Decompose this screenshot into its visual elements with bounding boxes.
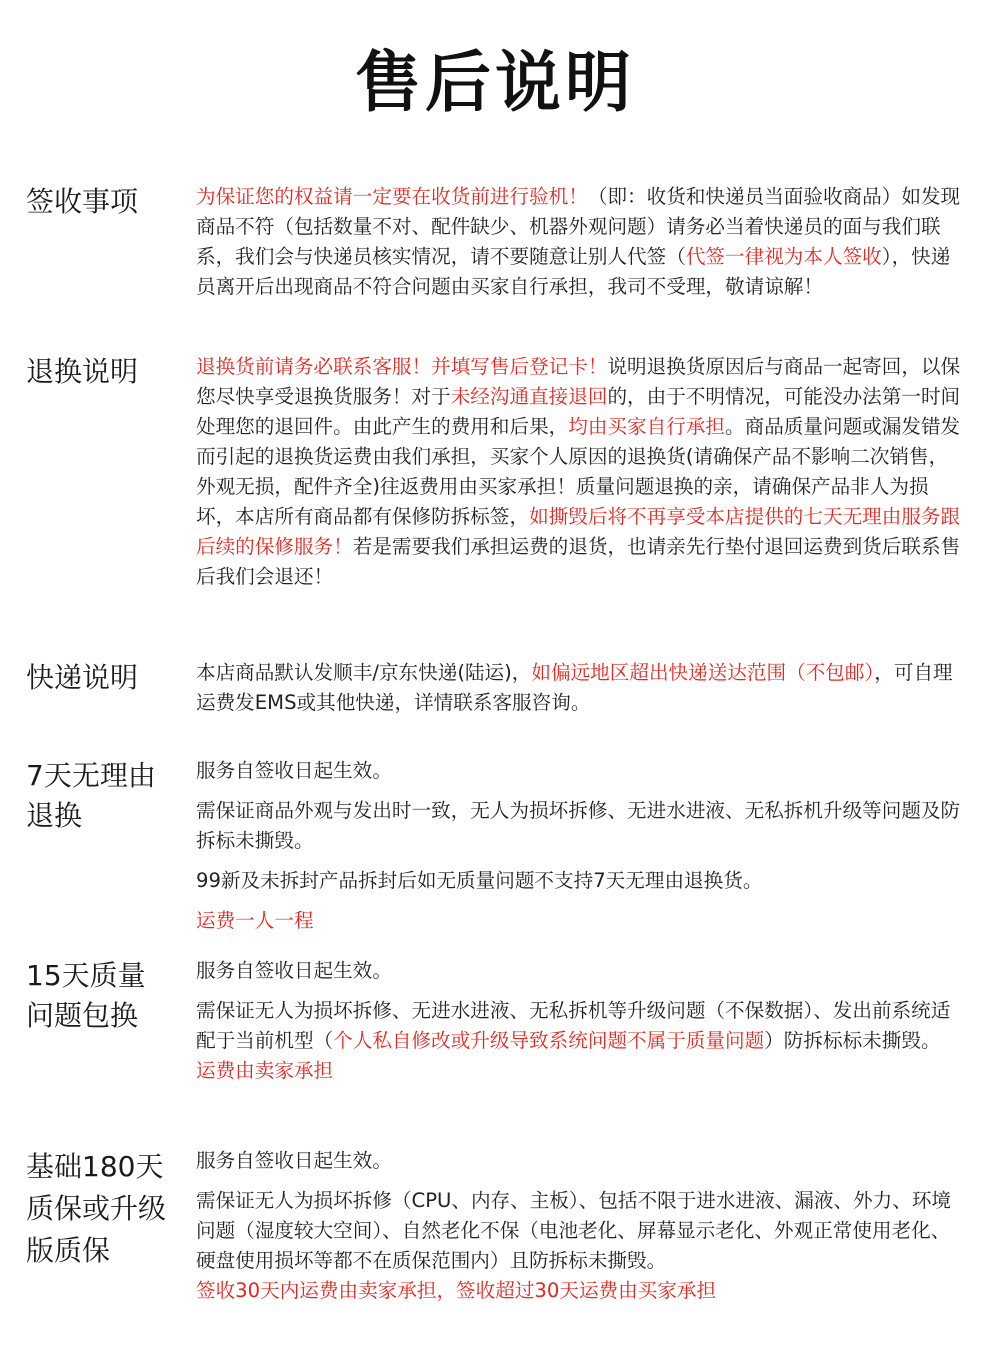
highlight-text: 代签一律视为本人签收 <box>685 245 882 268</box>
body-text: 服务自签收日起生效。 <box>196 1149 392 1172</box>
section-body <box>196 658 966 718</box>
section-body <box>196 182 966 302</box>
body-text: ），快递员离开后出现商品不符合问题由买家自行承担，我司不受理，敬请谅解！ <box>196 245 951 298</box>
paragraph <box>196 1276 966 1306</box>
body-text: 99新及未拆封产品拆封后如无质量问题不支持7天无理由退换货。 <box>196 869 763 892</box>
body-text: （即：收货和快递员当面验收商品）如发现商品不符（包括数量不对、配件缺少、机器外观问题）请务必当着快递员的面与我们联系，我们会与快递员核实情况，请不要随意让别人代签（ <box>196 185 961 268</box>
section-title: 基础180天质保或升级版质保 <box>26 1150 167 1267</box>
paragraph <box>196 796 966 856</box>
paragraph <box>196 956 966 986</box>
body-text: 的，由于不明情况，可能没办法第一时间处理您的退回件。由此产生的费用和后果， <box>196 385 961 438</box>
highlight-text: 签收30天内运费由卖家承担，签收超过30天运费由买家承担 <box>196 1279 717 1302</box>
highlight-text: 退换货前请务必联系客服！并填写售后登记卡！ <box>196 355 608 378</box>
section-title: 签收事项 <box>26 185 139 218</box>
body-text: 本店商品默认发顺丰/京东快递(陆运)， <box>196 661 532 684</box>
section-title: 7天无理由退换 <box>26 759 156 832</box>
paragraph <box>196 1146 966 1176</box>
body-text: 若是需要我们承担运费的退货，也请亲先行垫付退回运费到货后联系售后我们会退还！ <box>196 535 961 588</box>
highlight-text: 运费一人一程 <box>196 909 314 932</box>
highlight-text: 均由买家自行承担 <box>568 415 726 438</box>
section-title: 15天质量问题包换 <box>26 959 146 1032</box>
highlight-text: 如偏远地区超出快递送达范围（不包邮） <box>531 661 875 684</box>
highlight-text: 未经沟通直接退回 <box>450 385 608 408</box>
section-title: 快递说明 <box>26 661 139 694</box>
section-title: 退换说明 <box>26 355 139 388</box>
body-text: ，可自理运费发EMS或其他快递，详情联系客服咨询。 <box>196 661 953 714</box>
body-text: 服务自签收日起生效。 <box>196 759 392 782</box>
paragraph <box>196 182 966 302</box>
body-text: 服务自签收日起生效。 <box>196 959 392 982</box>
paragraph <box>196 1056 966 1086</box>
highlight-text: 个人私自修改或升级导致系统问题不属于质量问题 <box>333 1029 765 1052</box>
section-body <box>196 352 966 592</box>
paragraph <box>196 1186 966 1276</box>
body-text: 需保证无人为损坏拆修、无进水进液、无私拆机等升级问题（不保数据）、发出前系统适配于当前机型（ <box>196 999 951 1052</box>
body-text: 。商品质量问题或漏发错发而引起的退换货运费由我们承担，买家个人原因的退换货(请确保产品不影响二次销售，外观无损，配件齐全)往返费用由买家承担！质量问题退换的亲，请确保产品非人为损坏，本店所有商品都有保修防拆标签， <box>196 415 961 528</box>
section-body <box>196 956 966 1086</box>
paragraph <box>196 352 966 592</box>
body-text: 说明退换货原因后与商品一起寄回，以保您尽快享受退换货服务！对于 <box>196 355 961 408</box>
paragraph <box>196 756 966 786</box>
page-title: 售后说明 <box>355 44 635 121</box>
section-body <box>196 1146 966 1306</box>
paragraph <box>196 996 966 1056</box>
body-text: 需保证无人为损坏拆修（CPU、内存、主板）、包括不限于进水进液、漏液、外力、环境问题（湿度较大空间）、自然老化不保（电池老化、屏幕显示老化、外观正常使用老化、硬盘使用损坏等都不在质保范围内）且防拆标未撕毁。 <box>196 1189 952 1272</box>
section-body <box>196 756 966 936</box>
highlight-text: 为保证您的权益请一定要在收货前进行验机！ <box>196 185 588 208</box>
body-text: ）防拆标标未撕毁。 <box>764 1029 941 1052</box>
paragraph <box>196 866 966 896</box>
highlight-text: 运费由卖家承担 <box>196 1059 334 1082</box>
paragraph <box>196 906 966 936</box>
body-text: 需保证商品外观与发出时一致，无人为损坏拆修、无进水进液、无私拆机升级等问题及防拆标未撕毁。 <box>196 799 961 852</box>
paragraph <box>196 658 966 718</box>
highlight-text: 如撕毁后将不再享受本店提供的七天无理由服务跟后续的保修服务！ <box>196 505 961 558</box>
